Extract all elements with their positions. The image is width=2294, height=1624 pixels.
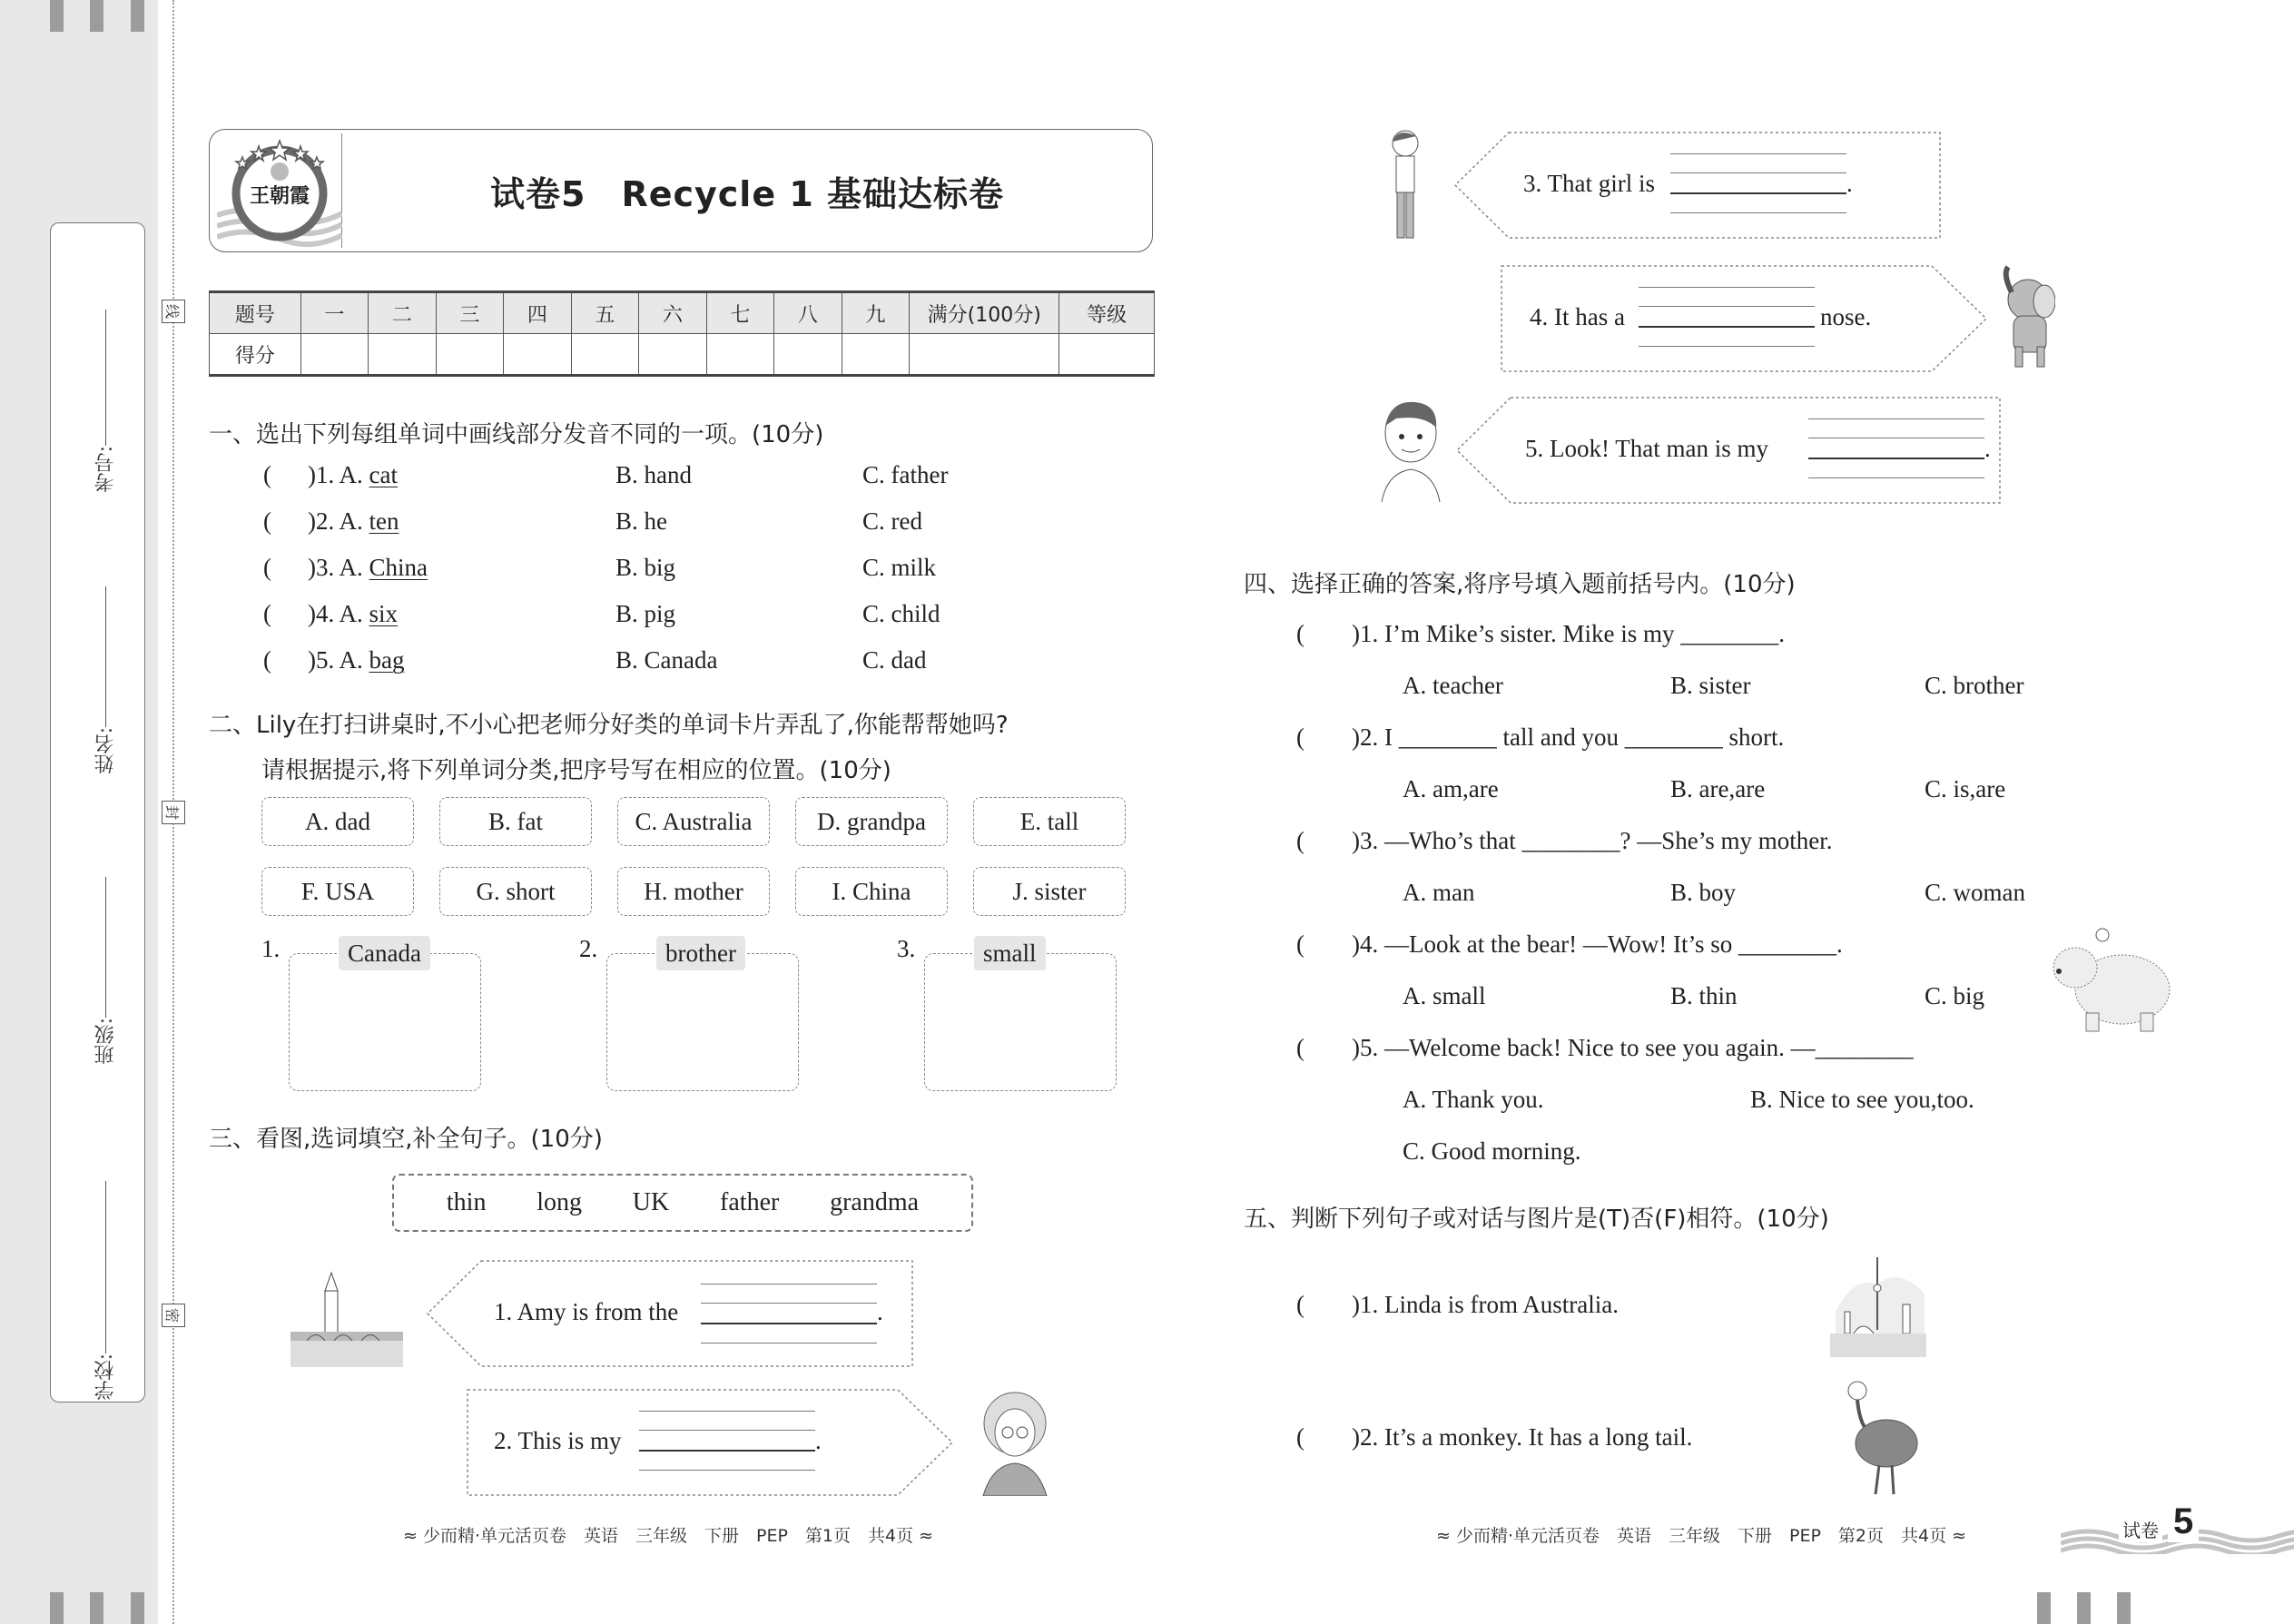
s4-q4-c: C. big: [1925, 982, 1985, 1009]
school-line[interactable]: [105, 1181, 106, 1353]
answer-paren[interactable]: (: [263, 461, 271, 488]
word-bank: [392, 1174, 973, 1232]
cell-q8: 八: [774, 292, 842, 334]
ostrich-icon: [1834, 1380, 1934, 1498]
girl-picture: [1380, 125, 1425, 243]
s1-q2: ( )2. A. ten: [263, 507, 399, 535]
s1-q4-c: C. child: [862, 600, 940, 627]
cell-q7: 七: [706, 292, 774, 334]
class-field[interactable]: [78, 877, 133, 1064]
grandma-picture: [974, 1387, 1056, 1496]
answer-paren[interactable]: (: [1296, 1423, 1305, 1451]
binding-mark-secret: 密: [162, 1304, 185, 1327]
class-label: 班级:: [94, 1018, 117, 1065]
answer-paren[interactable]: (: [263, 600, 271, 627]
cell-question-no: 题号: [210, 292, 301, 334]
s4-q3-c: C. woman: [1925, 879, 2025, 906]
polar-bear-picture: [2050, 926, 2171, 1035]
s1-q5-b: B. Canada: [615, 646, 718, 674]
s3-q5-prefix: 5. Look! That man is my: [1525, 435, 1768, 462]
answer-paren[interactable]: (: [1296, 827, 1305, 854]
score-input[interactable]: [571, 334, 639, 376]
word-card[interactable]: E. tall: [973, 797, 1126, 846]
brand-logo: [217, 133, 342, 248]
cell-q2: 二: [369, 292, 437, 334]
bar-mark: [131, 0, 144, 32]
london-bridge-picture: [289, 1264, 405, 1369]
s4-q2-b: B. are,are: [1670, 775, 1766, 802]
category-box-2[interactable]: [606, 953, 799, 1091]
bar-mark: [90, 1592, 103, 1624]
s4-q3: ( )3. —Who’s that ________? —She’s my mother.: [1296, 827, 1833, 854]
s4-q5-b: B. Nice to see you,too.: [1750, 1086, 1974, 1113]
four-line-blank[interactable]: [1639, 287, 1815, 347]
four-line-blank[interactable]: [701, 1284, 877, 1343]
answer-paren[interactable]: (: [263, 554, 271, 581]
s4-q4: ( )4. —Look at the bear! —Wow! It’s so ________.: [1296, 930, 1843, 958]
answer-paren[interactable]: (: [1296, 723, 1305, 751]
word-card[interactable]: B. fat: [439, 797, 592, 846]
s1-q3-c: C. milk: [862, 554, 937, 581]
score-table-header-row: [210, 292, 1155, 334]
score-input[interactable]: [300, 334, 369, 376]
bar-mark: [50, 1592, 64, 1624]
word-card[interactable]: F. USA: [261, 867, 414, 916]
score-input[interactable]: [369, 334, 437, 376]
s4-q1-a: A. teacher: [1403, 672, 1503, 699]
word-card[interactable]: H. mother: [617, 867, 770, 916]
s4-q5: ( )5. —Welcome back! Nice to see you again. —________: [1296, 1034, 1914, 1061]
score-input[interactable]: [774, 334, 842, 376]
score-table-score-row: [210, 334, 1155, 376]
s5-q2: ( )2. It’s a monkey. It has a long tail.: [1296, 1423, 1693, 1451]
s3-q2-prefix: 2. This is my: [494, 1427, 622, 1454]
bar-mark: [50, 0, 64, 32]
section3-title: 三、看图,选词填空,补全句子。(10分): [209, 1126, 603, 1153]
answer-paren[interactable]: (: [1296, 1291, 1305, 1318]
four-line-blank[interactable]: [1670, 153, 1846, 213]
bar-mark: [2077, 1592, 2091, 1624]
elephant-picture: [2001, 265, 2055, 370]
bar-mark: [131, 1592, 144, 1624]
score-input[interactable]: [436, 334, 504, 376]
s3-q3-prefix: 3. That girl is: [1523, 170, 1655, 197]
sentence-arrow-3: 3. That girl is .: [1454, 132, 1941, 239]
s4-q2: ( )2. I ________ tall and you ________ short.: [1296, 723, 1785, 751]
girl-icon: [1380, 125, 1425, 243]
category-tag: brother: [656, 936, 745, 970]
exam-number-field[interactable]: [78, 310, 133, 492]
cell-q1: 一: [300, 292, 369, 334]
cell-q9: 九: [842, 292, 910, 334]
s1-q1-b: B. hand: [615, 461, 692, 488]
s4-q1-b: B. sister: [1670, 672, 1751, 699]
logo-emblem-icon: [217, 133, 342, 248]
sentence-arrow-4: 4. It has a nose.: [1501, 265, 1987, 372]
boy-picture: [1378, 397, 1443, 502]
section2-title-line1: 二、Lily在打扫讲桌时,不小心把老师分好类的单词卡片弄乱了,你能帮帮她吗?: [209, 712, 1009, 739]
school-label: 学校:: [94, 1353, 117, 1401]
exam-number-label: 考号:: [94, 446, 117, 493]
cell-q4: 四: [504, 292, 572, 334]
cell-q6: 六: [639, 292, 707, 334]
footer-page-2: ≈ 少而精·单元活页卷 英语 三年级 下册 PEP 第2页 共4页 ≈: [1436, 1526, 1967, 1546]
answer-paren[interactable]: (: [1296, 930, 1305, 958]
sydney-skyline-picture: [1826, 1257, 1928, 1359]
category-number: 3.: [897, 935, 916, 962]
section4-title: 四、选择正确的答案,将序号填入题前括号内。(10分): [1244, 571, 1796, 598]
grandma-icon: [974, 1387, 1056, 1496]
s4-q5-c: C. Good morning.: [1403, 1137, 1581, 1165]
badge-number: 5: [2168, 1501, 2199, 1542]
s1-q4: ( )4. A. six: [263, 600, 399, 627]
category-number: 1.: [261, 935, 281, 962]
score-input[interactable]: [910, 334, 1059, 376]
elephant-icon: [2001, 265, 2055, 370]
word-card[interactable]: A. dad: [261, 797, 414, 846]
s4-q1: ( )1. I’m Mike’s sister. Mike is my ________.: [1296, 620, 1785, 647]
bar-mark: [2037, 1592, 2051, 1624]
word-bank-item: grandma: [830, 1188, 920, 1216]
answer-paren[interactable]: (: [1296, 620, 1305, 647]
s4-q4-b: B. thin: [1670, 982, 1738, 1009]
four-line-blank[interactable]: [1808, 418, 1984, 478]
score-input[interactable]: [1059, 334, 1155, 376]
four-line-blank[interactable]: [639, 1411, 815, 1471]
school-field[interactable]: [78, 1181, 133, 1400]
category-tag: Canada: [339, 936, 430, 970]
exam-number-line[interactable]: [105, 310, 106, 446]
s4-q4-a: A. small: [1403, 982, 1486, 1009]
polar-bear-icon: [2050, 926, 2171, 1035]
s5-q1: ( )1. Linda is from Australia.: [1296, 1291, 1619, 1318]
footer-page-1: ≈ 少而精·单元活页卷 英语 三年级 下册 PEP 第1页 共4页 ≈: [403, 1526, 934, 1546]
score-input[interactable]: [639, 334, 707, 376]
score-table: [209, 290, 1155, 377]
name-label: 姓名:: [94, 727, 117, 774]
answer-paren[interactable]: (: [263, 646, 271, 674]
name-line[interactable]: [105, 586, 106, 727]
answer-paren[interactable]: (: [1296, 1034, 1305, 1061]
s1-q3-b: B. big: [615, 554, 676, 581]
s1-q1: ( )1. A. cat: [263, 461, 398, 488]
badge-label: 试卷: [2119, 1516, 2162, 1542]
word-bank-item: father: [720, 1188, 780, 1216]
bar-mark: [90, 0, 103, 32]
binding-mark-line: 线: [162, 300, 185, 323]
cell-full-score: 满分(100分): [910, 292, 1059, 334]
cell-q5: 五: [571, 292, 639, 334]
section5-title: 五、判断下列句子或对话与图片是(T)否(F)相符。(10分): [1244, 1206, 1829, 1233]
word-card[interactable]: D. grandpa: [795, 797, 948, 846]
s1-q1-c: C. father: [862, 461, 949, 488]
s1-q2-b: B. he: [615, 507, 667, 535]
boy-icon: [1378, 397, 1443, 502]
s4-q2-c: C. is,are: [1925, 775, 2006, 802]
word-card[interactable]: J. sister: [973, 867, 1126, 916]
class-line[interactable]: [105, 877, 106, 1018]
s3-q4-prefix: 4. It has a: [1530, 303, 1625, 330]
svg-text:王朝霞: 王朝霞: [249, 185, 310, 208]
s4-q5-a: A. Thank you.: [1403, 1086, 1544, 1113]
bar-mark: [2117, 1592, 2131, 1624]
header-box: [209, 129, 1153, 252]
category-number: 2.: [579, 935, 598, 962]
section2-title-line2: 请根据提示,将下列单词分类,把序号写在相应的位置。(10分): [261, 757, 891, 784]
s1-q5-c: C. dad: [862, 646, 927, 674]
word-card[interactable]: I. China: [795, 867, 948, 916]
word-bank-item: UK: [632, 1188, 670, 1216]
word-card[interactable]: G. short: [439, 867, 592, 916]
s1-q4-b: B. pig: [615, 600, 676, 627]
category-box-3[interactable]: [924, 953, 1117, 1091]
score-input[interactable]: [504, 334, 572, 376]
cell-grade: 等级: [1059, 292, 1155, 334]
city-skyline-icon: [1826, 1257, 1928, 1359]
section1-title: 一、选出下列每组单词中画线部分发音不同的一项。(10分): [209, 421, 824, 448]
name-field[interactable]: [78, 586, 133, 773]
cell-q3: 三: [436, 292, 504, 334]
word-card[interactable]: C. Australia: [617, 797, 770, 846]
s3-q1-prefix: 1. Amy is from the: [494, 1298, 679, 1325]
s1-q5: ( )5. A. bag: [263, 646, 405, 674]
sentence-arrow-1: 1. Amy is from the .: [427, 1260, 913, 1367]
score-input[interactable]: [842, 334, 910, 376]
binding-mark-seal: 封: [162, 801, 185, 824]
s1-q3: ( )3. A. China: [263, 554, 428, 581]
page-title: 试卷5 Recycle 1 基础达标卷: [490, 173, 1004, 214]
word-bank-item: thin: [446, 1188, 487, 1216]
s4-q1-c: C. brother: [1925, 672, 2024, 699]
sentence-arrow-5: 5. Look! That man is my .: [1456, 397, 2001, 504]
big-ben-icon: [289, 1264, 405, 1369]
cell-score-label: 得分: [210, 334, 301, 376]
s4-q3-b: B. boy: [1670, 879, 1737, 906]
word-bank-item: long: [537, 1188, 583, 1216]
s4-q3-a: A. man: [1403, 879, 1475, 906]
ostrich-picture: [1834, 1380, 1934, 1498]
paper-number-badge: [2061, 1500, 2294, 1554]
score-input[interactable]: [706, 334, 774, 376]
student-info-panel: [50, 222, 145, 1403]
category-box-1[interactable]: [289, 953, 481, 1091]
s1-q2-c: C. red: [862, 507, 922, 535]
s4-q2-a: A. am,are: [1403, 775, 1499, 802]
category-tag: small: [974, 936, 1046, 970]
sentence-arrow-2: 2. This is my .: [467, 1389, 953, 1496]
answer-paren[interactable]: (: [263, 507, 271, 535]
